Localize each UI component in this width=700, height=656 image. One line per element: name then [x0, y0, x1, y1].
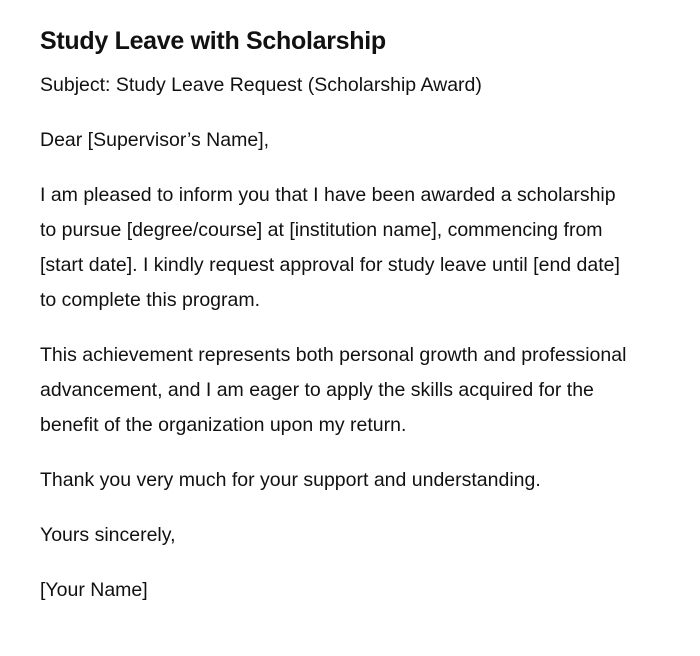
- body-paragraph: Thank you very much for your support and understanding.: [40, 469, 541, 491]
- signature: [Your Name]: [40, 579, 148, 601]
- body-paragraph: I am pleased to inform you that I have been awarded a scholarship to pursue [degree/course] at [institution name], commencing from [start date]. I kindly request approval for study leave until [end date] to complete this program.: [40, 184, 620, 311]
- body-paragraph: This achievement represents both personal growth and professional advancement, and I am eager to apply the skills acquired for the benefit of the organization upon my return.: [40, 344, 627, 436]
- closing: Yours sincerely,: [40, 524, 176, 546]
- document-title: Study Leave with Scholarship: [40, 27, 386, 55]
- salutation: Dear [Supervisor’s Name],: [40, 129, 270, 151]
- subject-line: Subject: Study Leave Request (Scholarship Award): [40, 74, 482, 96]
